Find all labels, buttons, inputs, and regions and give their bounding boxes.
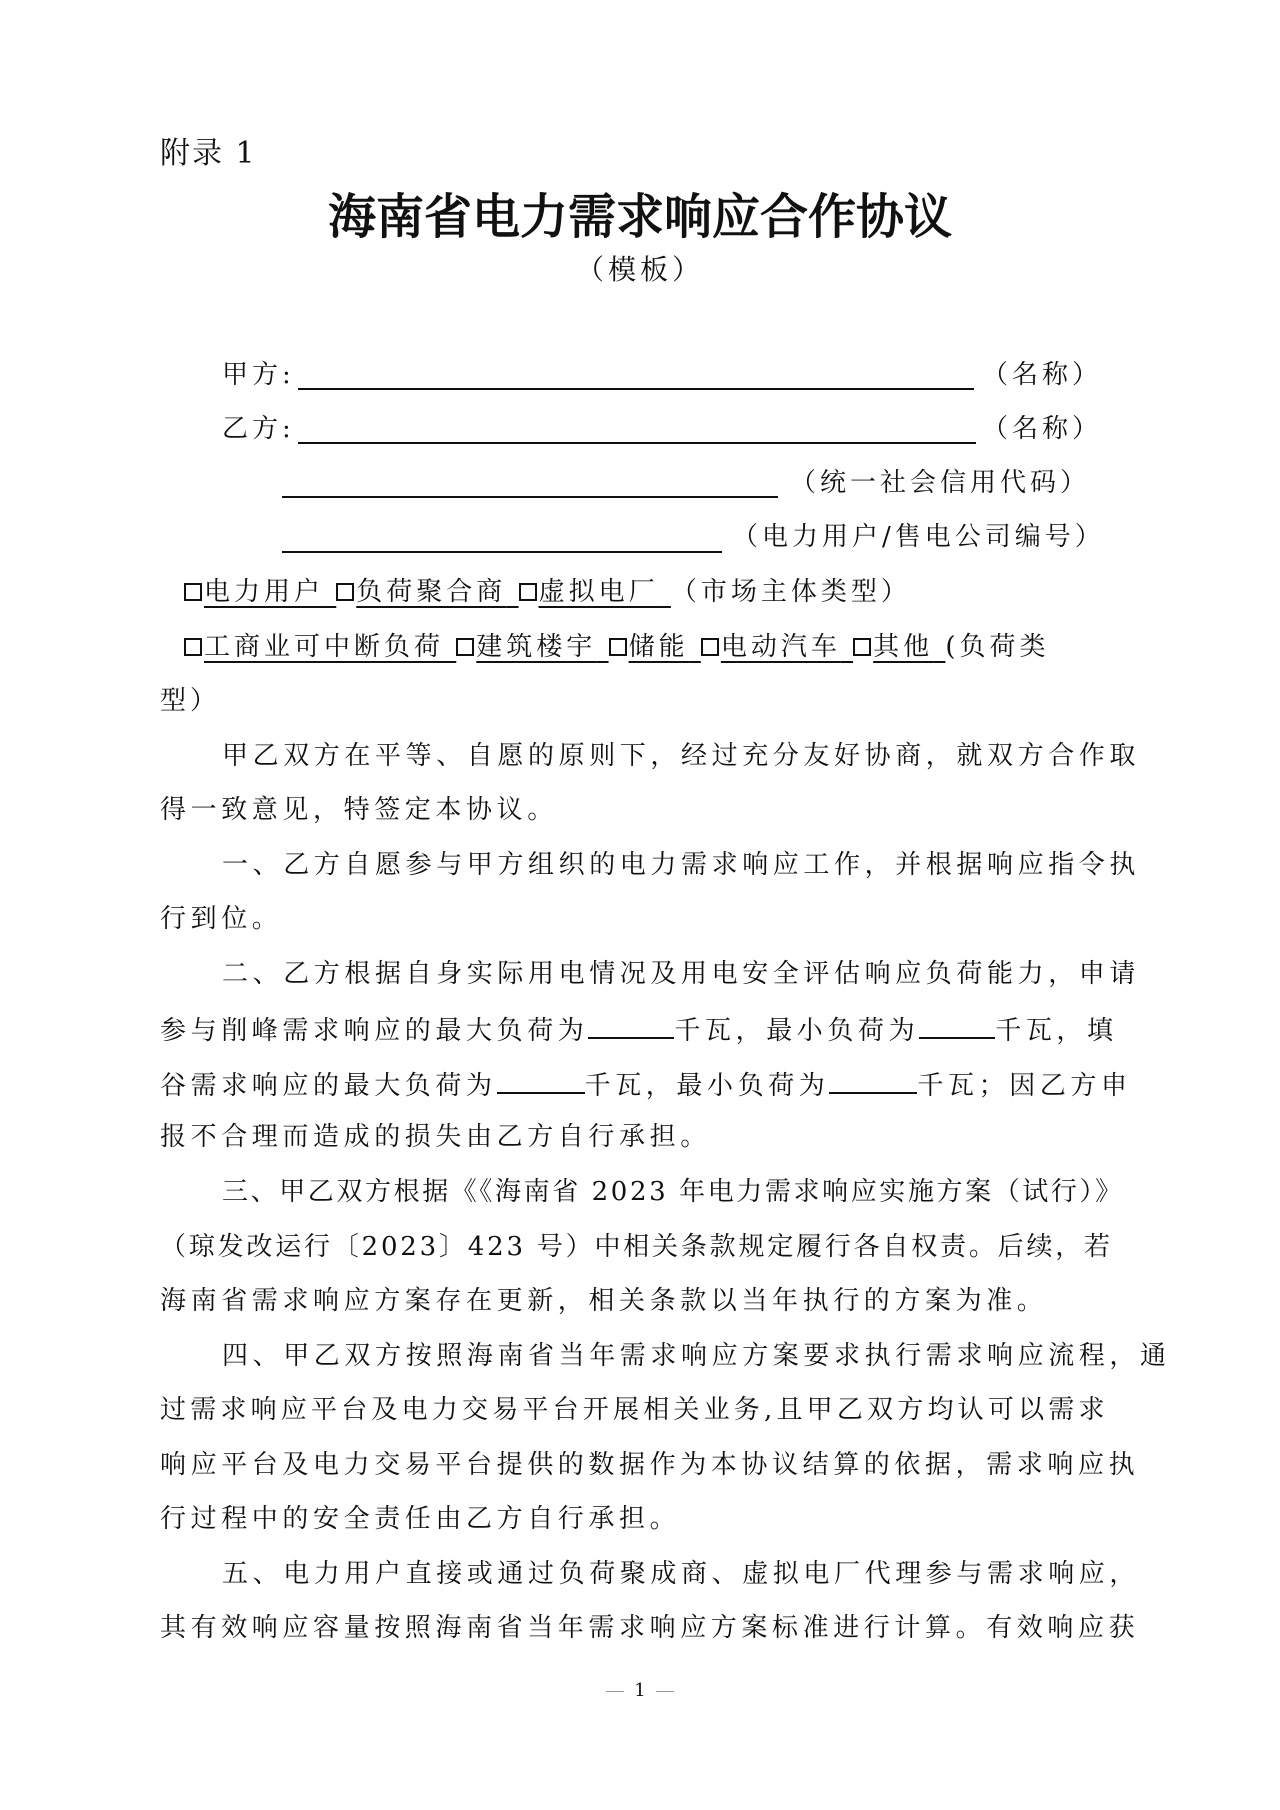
clause-2-text-b: 千瓦，最小负荷为 xyxy=(674,1016,920,1046)
clause-3-line-3: 海南省需求响应方案存在更新，相关条款以当年执行的方案为准。 xyxy=(160,1286,1048,1316)
party-a-suffix: （名称） xyxy=(982,360,1103,390)
checkbox-virtual-power-plant[interactable] xyxy=(519,583,537,601)
load-type-row xyxy=(184,632,1050,662)
clause-2-line-3 xyxy=(160,1068,1132,1101)
checkbox-energy-storage[interactable] xyxy=(609,638,627,656)
clause-2-text-f: 千瓦；因乙方申 xyxy=(917,1071,1132,1101)
load-type-options xyxy=(184,632,945,662)
option-other: 其他 xyxy=(873,632,934,662)
credit-code-field[interactable] xyxy=(282,496,778,498)
load-type-suffix: (负荷类 xyxy=(945,632,1050,662)
clause-3-line-2: （琼发改运行〔2023〕423 号）中相关条款规定履行各自权责。后续，若 xyxy=(160,1232,1113,1262)
option-power-user: 电力用户 xyxy=(204,577,325,607)
clause-5-line-1: 五、电力用户直接或通过负荷聚成商、虚拟电厂代理参与需求响应， xyxy=(222,1559,1141,1589)
peak-max-load-field[interactable] xyxy=(588,1013,674,1039)
option-energy-storage: 储能 xyxy=(628,632,689,662)
clause-4-line-1: 四、甲乙双方按照海南省当年需求响应方案要求执行需求响应流程，通 xyxy=(222,1341,1171,1371)
party-b-suffix: （名称） xyxy=(982,414,1103,444)
document-subtitle: （模板） xyxy=(575,253,704,286)
market-entity-suffix: （市场主体类型） xyxy=(670,577,911,607)
party-b-name-field[interactable] xyxy=(298,442,976,444)
document-title: 海南省电力需求响应合作协议 xyxy=(327,189,952,245)
clause-2-line-4: 报不合理而造成的损失由乙方自行承担。 xyxy=(160,1122,711,1152)
clause-5-line-2: 其有效响应容量按照海南省当年需求响应方案标准进行计算。有效响应获 xyxy=(160,1613,1140,1643)
page-number: 1 xyxy=(634,1680,646,1701)
account-number-field[interactable] xyxy=(282,551,722,553)
intro-line-2: 得一致意见，特签定本协议。 xyxy=(160,795,558,825)
clause-2-line-1: 二、乙方根据自身实际用电情况及用电安全评估响应负荷能力，申请 xyxy=(222,959,1141,989)
clause-1-line-2: 行到位。 xyxy=(160,904,283,934)
clause-4-line-2: 过需求响应平台及电力交易平台开展相关业务,且甲乙双方均认可以需求 xyxy=(160,1395,1109,1425)
checkbox-building[interactable] xyxy=(456,638,474,656)
clause-2-text-a: 参与削峰需求响应的最大负荷为 xyxy=(160,1016,589,1046)
clause-2-text-d: 谷需求响应的最大负荷为 xyxy=(160,1071,497,1101)
option-electric-vehicle: 电动汽车 xyxy=(720,632,841,662)
checkbox-power-user[interactable] xyxy=(184,583,202,601)
clause-4-line-3: 响应平台及电力交易平台提供的数据作为本协议结算的依据，需求响应执 xyxy=(160,1450,1140,1480)
load-type-suffix-cont: 型） xyxy=(160,686,221,716)
checkbox-other[interactable] xyxy=(853,638,871,656)
clause-2-text-e: 千瓦，最小负荷为 xyxy=(584,1071,830,1101)
market-entity-row xyxy=(184,577,911,607)
clause-2-text-c: 千瓦，填 xyxy=(995,1016,1118,1046)
page-footer xyxy=(0,1680,1280,1701)
clause-1-line-1: 一、乙方自愿参与甲方组织的电力需求响应工作，并根据响应指令执 xyxy=(222,850,1141,880)
peak-min-load-field[interactable] xyxy=(919,1013,995,1039)
option-building: 建筑楼宇 xyxy=(476,632,597,662)
party-b-label: 乙方: xyxy=(222,414,295,444)
clause-2-line-2 xyxy=(160,1013,1118,1046)
valley-min-load-field[interactable] xyxy=(829,1068,917,1094)
appendix-label: 附录 1 xyxy=(160,136,257,171)
valley-max-load-field[interactable] xyxy=(497,1068,585,1094)
clause-3-line-1: 三、甲乙双方根据《《海南省 2023 年电力需求响应实施方案（试行）》 xyxy=(222,1177,1124,1207)
credit-code-suffix: （统一社会信用代码） xyxy=(790,468,1091,498)
party-a-row xyxy=(222,360,295,390)
checkbox-interruptible-load[interactable] xyxy=(184,638,202,656)
party-a-name-field[interactable] xyxy=(298,388,974,390)
checkbox-load-aggregator[interactable] xyxy=(336,583,354,601)
clause-4-line-4: 行过程中的安全责任由乙方自行承担。 xyxy=(160,1504,681,1534)
footer-dash-right xyxy=(656,1691,674,1692)
party-b-row xyxy=(222,414,295,444)
option-virtual-power-plant: 虚拟电厂 xyxy=(538,577,659,607)
option-interruptible-load: 工商业可中断负荷 xyxy=(204,632,445,662)
party-a-label: 甲方: xyxy=(222,360,295,390)
footer-dash-left xyxy=(606,1691,624,1692)
market-entity-options xyxy=(184,577,671,607)
account-number-suffix: （电力用户/售电公司编号） xyxy=(732,522,1105,552)
option-load-aggregator: 负荷聚合商 xyxy=(356,577,507,607)
intro-line-1: 甲乙双方在平等、自愿的原则下，经过充分友好协商，就双方合作取 xyxy=(222,741,1141,771)
checkbox-electric-vehicle[interactable] xyxy=(701,638,719,656)
